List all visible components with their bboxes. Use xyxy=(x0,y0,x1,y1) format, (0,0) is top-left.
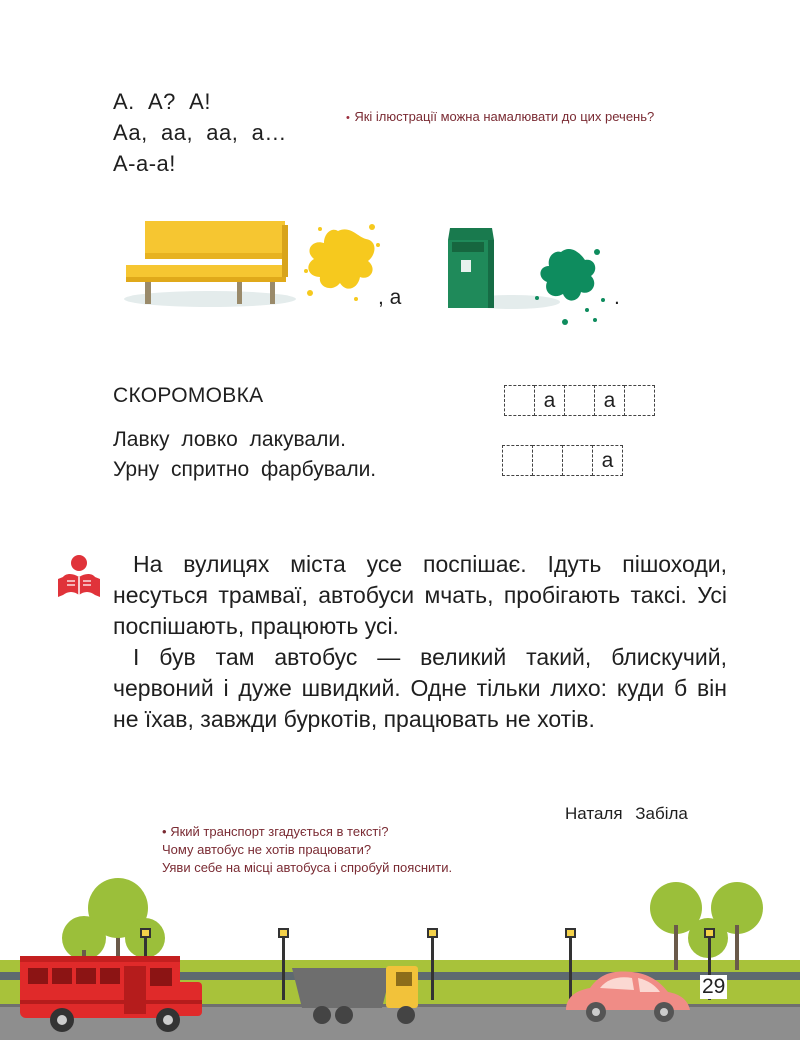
scheme-cell xyxy=(624,385,655,416)
story-paragraph-2: І був там автобус — великий такий, блискучий, червоний і дуже швидкий. Одне тільки лихо: куди б він не їхав, завжди буркотів, працювать не хотів. xyxy=(113,644,727,732)
scheme-cell xyxy=(502,445,533,476)
intro-line-1: А. А? А! xyxy=(113,89,211,114)
yellow-splash-icon xyxy=(298,215,383,305)
tongue-line-1: Лавку ловко лакували. xyxy=(113,428,346,451)
scheme-cell: а xyxy=(594,385,625,416)
intro-block xyxy=(113,86,287,179)
story-author: Наталя Забіла xyxy=(565,804,688,823)
green-splash-icon xyxy=(525,238,610,333)
tongue-twister-title: СКОРОМОВКА xyxy=(113,384,264,407)
scheme-cell: а xyxy=(534,385,565,416)
scheme-cell: а xyxy=(592,445,623,476)
intro-question xyxy=(346,108,654,126)
tongue-line-2: Урну спритно фарбували. xyxy=(113,458,377,481)
scheme-cell xyxy=(564,385,595,416)
intro-line-3: А-а-а! xyxy=(113,151,176,176)
page-number: 29 xyxy=(702,975,726,998)
scheme-cell xyxy=(504,385,535,416)
scheme-cell xyxy=(532,445,563,476)
story-questions xyxy=(162,823,452,877)
story-text xyxy=(113,549,727,735)
story-question-2: Чому автобус не хотів працювати? xyxy=(162,842,372,857)
story-question-1 xyxy=(162,823,452,841)
scheme-cell xyxy=(562,445,593,476)
images-end: . xyxy=(614,286,620,309)
story-paragraph-1: На вулицях міста усе поспішає. Ідуть пішоходи, несуться трамваї, автобуси мчать, пробігають таксі. Усі поспішають, працюють усі. xyxy=(113,551,727,639)
images-separator: , а xyxy=(378,286,402,309)
sound-scheme-2 xyxy=(503,445,623,476)
intro-line-2: Аа, аа, аа, а… xyxy=(113,120,287,145)
bench-illustration xyxy=(122,215,297,310)
question-bullet: • xyxy=(346,112,350,124)
sound-scheme-1 xyxy=(505,385,655,416)
tongue-twister-text xyxy=(113,425,376,485)
story-question-1-text: Який транспорт згадується в тексті? xyxy=(170,824,389,839)
intro-question-text: Які ілюстрації можна намалювати до цих речень? xyxy=(354,109,655,124)
street-illustration xyxy=(0,870,800,1040)
story-question-3: Уяви себе на місці автобуса і спробуй пояснити. xyxy=(162,860,453,875)
reading-child-icon xyxy=(56,553,102,601)
question-bullet: • xyxy=(162,824,167,839)
